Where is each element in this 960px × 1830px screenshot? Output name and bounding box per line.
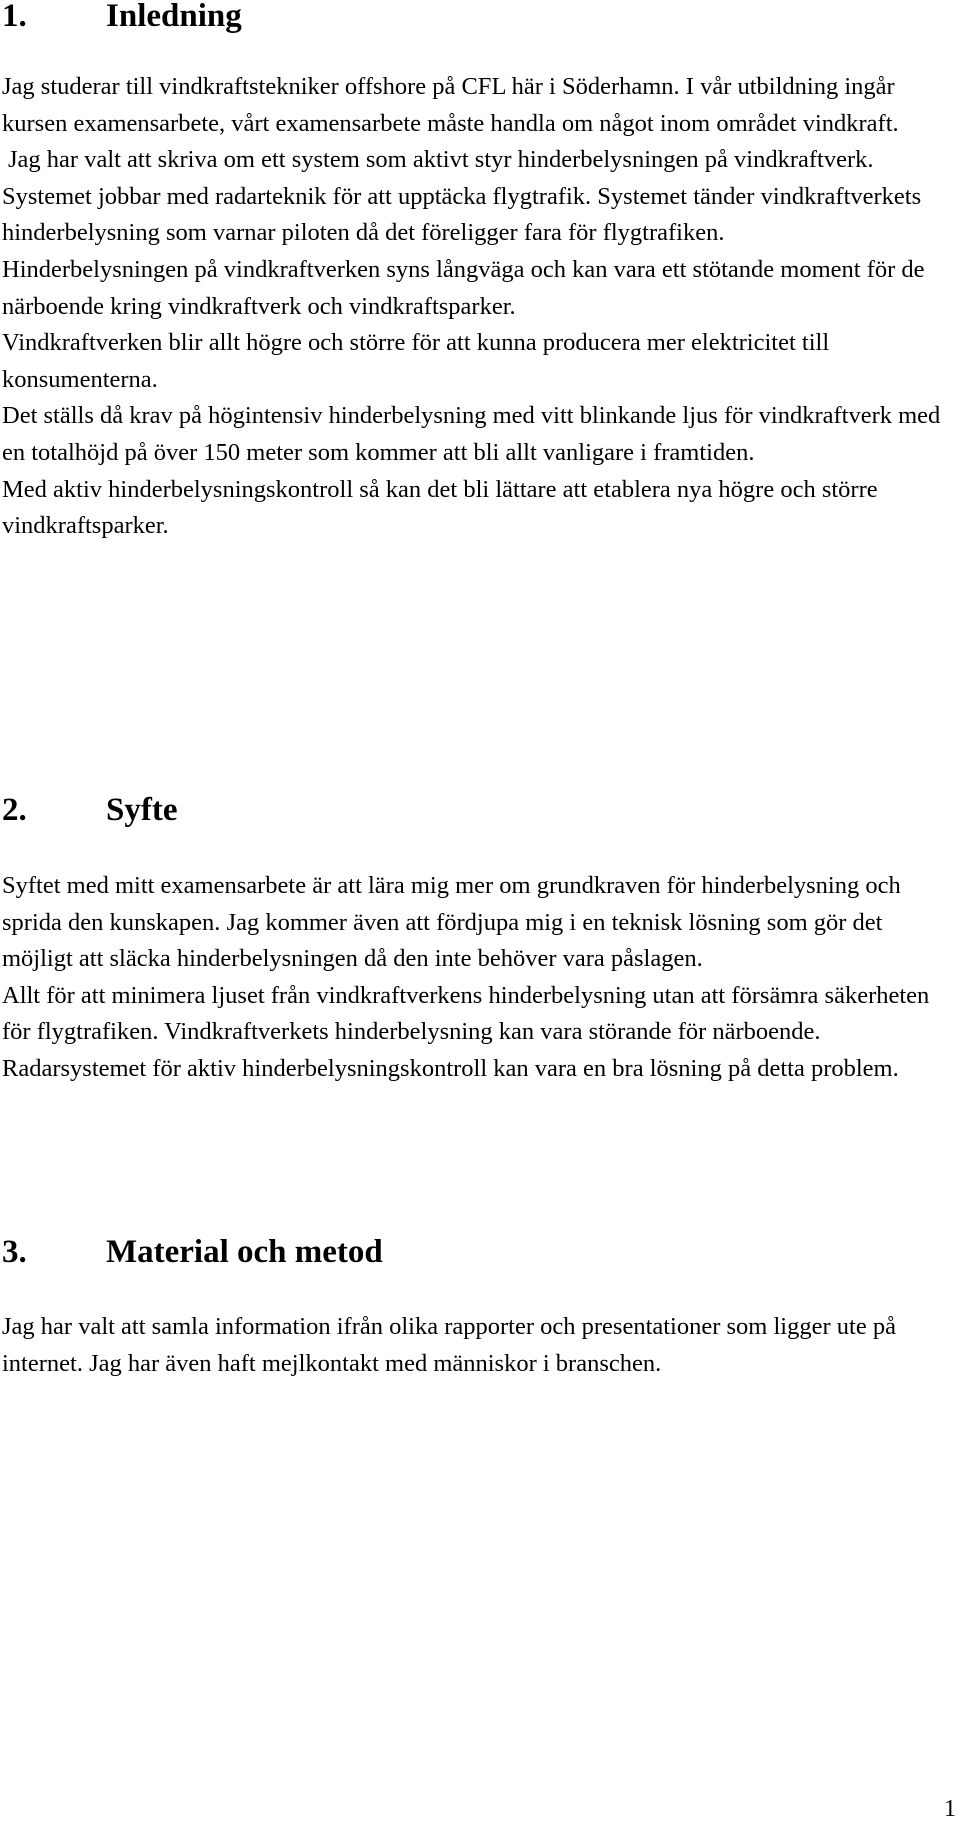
paragraph: Systemet jobbar med radarteknik för att upptäcka flygtrafik. Systemet tänder vindkraftverkets hinderbelysning som varnar piloten då det föreligger fara för flygtrafiken. xyxy=(2,182,922,247)
section-number: 3. xyxy=(2,1234,27,1270)
paragraph: Det ställs då krav på högintensiv hinderbelysning med vitt blinkande ljus för vindkraftverk med en totalhöjd på över 150 meter som kommer att bli allt vanligare i framtiden. xyxy=(2,402,941,466)
section-heading-syfte xyxy=(2,790,177,830)
section-body-material-och-metod xyxy=(2,1309,952,1382)
section-heading-material-och-metod xyxy=(2,1232,383,1272)
paragraph: Med aktiv hinderbelysningskontroll så kan det bli lättare att etablera nya högre och större vindkraftsparker. xyxy=(2,475,878,540)
section-heading-inledning xyxy=(2,0,242,36)
paragraph: Allt för att minimera ljuset från vindkraftverkens hinderbelysning utan att försämra säkerheten för flygtrafiken. Vindkraftverkets hinderbelysning kan vara störande för närboende. Radarsystemet för aktiv hinderbelysningskontroll kan vara en bra lösning på detta problem. xyxy=(2,981,930,1082)
section-body-syfte xyxy=(2,868,952,1088)
paragraph: Jag studerar till vindkraftstekniker offshore på CFL här i Söderhamn. I vår utbildning ingår kursen examensarbete, vårt examensarbete måste handla om något inom området vindkraft. xyxy=(2,73,899,137)
paragraph: Jag har valt att samla information ifrån olika rapporter och presentationer som ligger ute på internet. Jag har även haft mejlkontakt med människor i branschen. xyxy=(2,1313,896,1377)
section-body-inledning xyxy=(2,69,952,545)
section-title: Inledning xyxy=(106,0,242,34)
paragraph: Vindkraftverken blir allt högre och större för att kunna producera mer elektricitet till konsumenterna. xyxy=(2,329,830,393)
paragraph: Syftet med mitt examensarbete är att lära mig mer om grundkraven för hinderbelysning och sprida den kunskapen. Jag kommer även att fördjupa mig i en teknisk lösning som gör det möjligt att släcka hinderbelysningen då den inte behöver vara påslagen. xyxy=(2,872,901,973)
paragraph: Hinderbelysningen på vindkraftverken syns långväga och kan vara ett stötande moment för de närboende kring vindkraftverk och vindkraftsparker. xyxy=(2,255,925,320)
section-title: Material och metod xyxy=(106,1234,383,1270)
section-title: Syfte xyxy=(106,792,178,828)
section-number: 2. xyxy=(2,792,27,828)
section-number: 1. xyxy=(2,0,27,34)
page-number: 1 xyxy=(944,1796,956,1822)
paragraph: Jag har valt att skriva om ett system som aktivt styr hinderbelysningen på vindkraftverk. xyxy=(8,146,874,174)
